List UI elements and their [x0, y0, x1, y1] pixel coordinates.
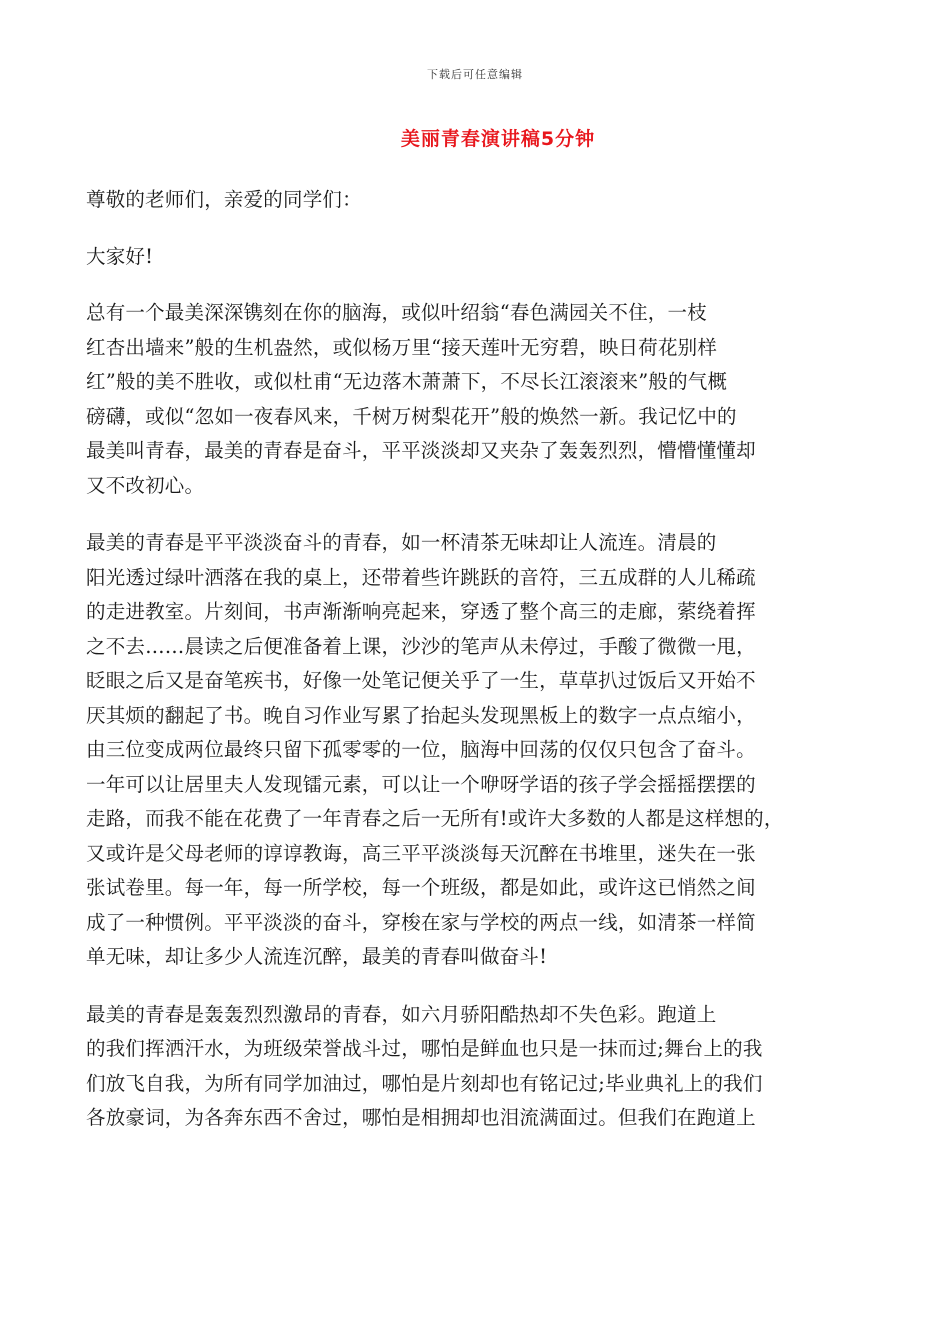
body-paragraph-3: 最美的青春是轰轰烈烈激昂的青春，如六月骄阳酷热却不失色彩。跑道上 的我们挥洒汗水，为班级荣誉战斗过，哪怕是鲜血也只是一抹而过;舞台上的我 们放飞自我，为所有同学加油过，哪怕是片刻却也有铭记过;毕业典礼上的我们 各放豪词，为各奔东西不舍过，哪怕是相拥却也泪流满面过。但我们在跑道上: [86, 1002, 763, 1129]
header-note: 下载后可任意编辑: [427, 68, 523, 81]
body-paragraph-1: 总有一个最美深深镌刻在你的脑海，或似叶绍翁“春色满园关不住，一枝 红杏出墙来”般的生机盎然，或似杨万里“接天莲叶无穷碧，映日荷花别样 红”般的美不胜收，或似杜甫“无边落木萧萧下，不尽长江滚滚来”般的气概 磅礴，或似“忽如一夜春风来，千树万树梨花开”般的焕然一新。我记忆中的 最美叫青春，最美的青春是奋斗，平平淡淡却又夹杂了轰轰烈烈，懵懵懂懂却 又不改初心。: [86, 301, 756, 497]
document-title: 美丽青春演讲稿5分钟: [400, 128, 596, 150]
greeting-paragraph: 大家好!: [86, 244, 154, 268]
body-paragraph-2: 最美的青春是平平淡淡奋斗的青春，如一杯清茶无味却让人流连。清晨的 阳光透过绿叶洒落在我的桌上，还带着些许跳跃的音符，三五成群的人儿稀疏 的走进教室。片刻间，书声渐渐响亮起来，穿透了整个高三的走廊，萦绕着挥 之不去……晨读之后便准备着上课，沙沙的笔声从未停过，手酸了微微一甩， 眨眼之后又是奋笔疾书，好像一处笔记便关乎了一生，草草扒过饭后又开始不 厌其烦的翻起了书。晚自习作业写累了抬起头发现黑板上的数字一点点缩小， 由三位变成两位最终只留下孤零零的一位，脑海中回荡的仅仅只包含了奋斗。 一年可以让居里夫人发现镭元素，可以让一个咿呀学语的孩子学会摇摇摆摆的 走路，而我不能在花费了一年青春之后一无所有!或许大多数的人都是这样想的， 又或许是父母老师的谆谆教诲，高三平平淡淡每天沉醉在书堆里，迷失在一张 张试卷里。每一年，每一所学校，每一个班级，都是如此，或许这已悄然之间 成了一种惯例。平平淡淡的奋斗，穿梭在家与学校的两点一线，如清茶一样简 单无味，却让多少人流连沉醉，最美的青春叫做奋斗!: [86, 531, 784, 968]
document-body: [86, 183, 866, 1136]
salutation-paragraph: 尊敬的老师们，亲爱的同学们：: [86, 188, 362, 211]
